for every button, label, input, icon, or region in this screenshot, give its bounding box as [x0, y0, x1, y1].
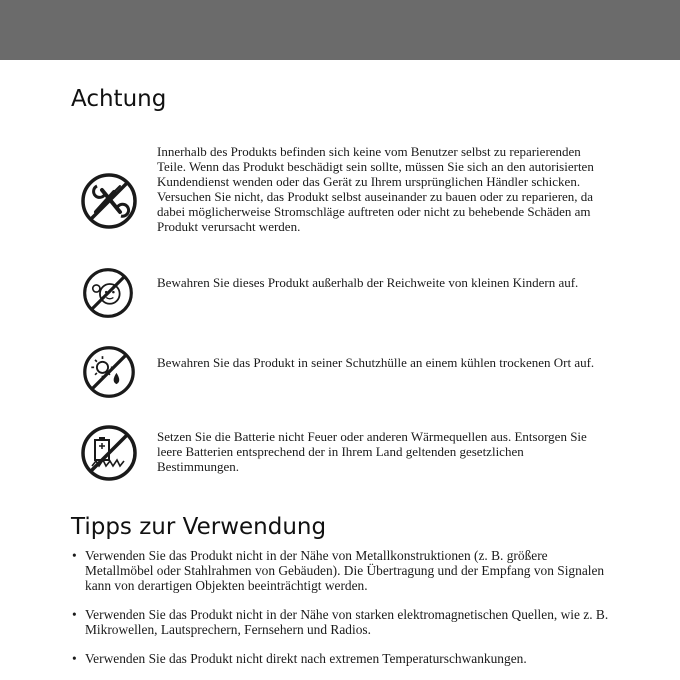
header-bar	[0, 0, 680, 60]
tip-text: Verwenden Sie das Produkt nicht direkt nach extremen Temperaturschwankungen.	[85, 651, 527, 666]
warnings-title: Achtung	[71, 86, 167, 112]
no-tools-icon	[80, 172, 138, 230]
bullet: •	[72, 651, 77, 666]
list-item	[71, 651, 616, 666]
tip-text: Verwenden Sie das Produkt nicht in der Nähe von starken elektromagnetischen Quellen, wie z. B. Mikrowellen, Lautsprechern, Fernsehern und Radios.	[85, 607, 609, 637]
warning-text: Bewahren Sie das Produkt in seiner Schutzhülle an einem kühlen trockenen Ort auf.	[157, 355, 595, 370]
no-heat-moisture-icon	[82, 345, 136, 399]
warning-text: Setzen Sie die Batterie nicht Feuer oder anderen Wärmequellen aus. Entsorgen Sie leere Batterien entsprechend der in Ihrem Land geltenden gesetzlichen Bestimmungen.	[157, 429, 587, 474]
warning-text: Innerhalb des Produkts befinden sich keine vom Benutzer selbst zu reparierenden Teile. Wenn das Produkt beschädigt sein sollte, müssen Sie sich an den autorisierten Kundendienst wenden oder das Gerät zu Ihrem ursprünglichen Händler schicken. Versuchen Sie nicht, das Produkt selbst auseinander zu bauen oder zu reparieren, da dabei möglicherweise Stromschläge auftreten oder nicht zu behebende Schäden am Produkt verursacht werden.	[157, 144, 594, 234]
list-item	[71, 607, 616, 637]
list-item	[71, 548, 616, 593]
tip-text: Verwenden Sie das Produkt nicht in der Nähe von Metallkonstruktionen (z. B. größere Metallmöbel oder Stahlrahmen von Gebäuden). Die Übertragung und der Empfang von Signalen kann von derartigen Objekten beeinträchtigt werden.	[85, 548, 605, 593]
bullet: •	[72, 607, 77, 622]
tips-title: Tipps zur Verwendung	[71, 514, 327, 540]
no-children-icon	[82, 267, 134, 319]
tips-list	[71, 548, 616, 680]
bullet: •	[72, 548, 77, 563]
no-fire-battery-icon	[80, 424, 138, 482]
warning-text: Bewahren Sie dieses Produkt außerhalb der Reichweite von kleinen Kindern auf.	[157, 275, 579, 290]
